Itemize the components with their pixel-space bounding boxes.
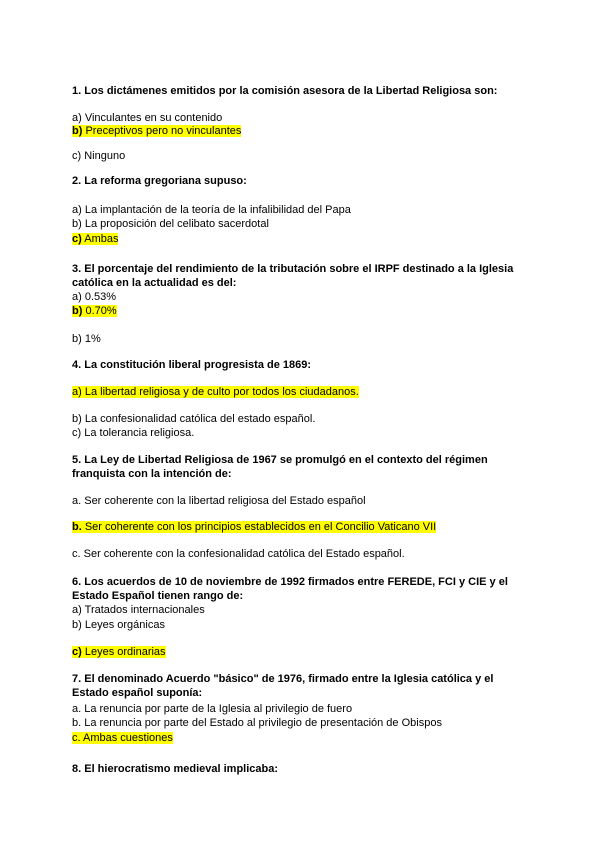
option-text: Ambas <box>81 233 119 245</box>
question-1-option-b <box>72 125 241 138</box>
option-text: Ser coherente con los principios establecidos en el Concilio Vaticano VII <box>81 521 437 533</box>
question-6-option-b: b) Leyes orgánicas <box>72 619 165 631</box>
question-2-option-a: a) La implantación de la teoría de la infalibilidad del Papa <box>72 204 351 216</box>
option-text: 0.70% <box>82 305 117 317</box>
question-6-prompt-line-2: Estado Español tienen rango de: <box>72 590 244 602</box>
option-label: b) <box>72 125 83 137</box>
question-2-option-b: b) La proposición del celibato sacerdotal <box>72 218 269 230</box>
question-6-option-a: a) Tratados internacionales <box>72 604 205 616</box>
question-7-option-a: a. La renuncia por parte de la Iglesia al privilegio de fuero <box>72 703 353 715</box>
option-text: Preceptivos pero no vinculantes <box>82 125 242 137</box>
question-5-prompt-line-2: franquista con la intención de: <box>72 468 232 480</box>
question-8-prompt: 8. El hierocratismo medieval implicaba: <box>72 763 279 775</box>
option-label: c) <box>72 646 82 658</box>
question-1-prompt: 1. Los dictámenes emitidos por la comisión asesora de la Libertad Religiosa son: <box>72 85 498 97</box>
question-5-option-b <box>72 521 436 534</box>
question-2-option-c <box>72 233 118 246</box>
question-1-option-a: a) Vinculantes en su contenido <box>72 112 223 124</box>
question-6-option-c <box>72 646 166 659</box>
question-5-option-a: a. Ser coherente con la libertad religiosa del Estado español <box>72 495 366 507</box>
option-text: Leyes ordinarias <box>81 646 166 658</box>
question-6-prompt-line-1: 6. Los acuerdos de 10 de noviembre de 1992 firmados entre FEREDE, FCI y CIE y el <box>72 576 508 588</box>
question-4-prompt: 4. La constitución liberal progresista de 1869: <box>72 359 312 371</box>
question-3-option-b <box>72 305 117 318</box>
question-7-prompt-line-1: 7. El denominado Acuerdo "básico" de 1976, firmado entre la Iglesia católica y el <box>72 673 494 685</box>
question-7-prompt-line-2: Estado español suponía: <box>72 687 203 699</box>
option-label: b) <box>72 305 83 317</box>
question-4-option-c: c) La tolerancia religiosa. <box>72 427 195 439</box>
question-4-option-a <box>72 386 359 399</box>
question-7-option-c <box>72 732 173 745</box>
question-3-prompt-line-2: católica en la actualidad es del: <box>72 277 237 289</box>
question-3-option-a: a) 0.53% <box>72 291 117 303</box>
question-1-option-c: c) Ninguno <box>72 150 126 162</box>
option-text: c. Ambas cuestiones <box>72 732 173 744</box>
question-3-option-c: b) 1% <box>72 333 101 345</box>
question-3-prompt-line-1: 3. El porcentaje del rendimiento de la tributación sobre el IRPF destinado a la Iglesia <box>72 263 514 275</box>
question-2-prompt: 2. La reforma gregoriana supuso: <box>72 175 247 187</box>
question-7-option-b: b. La renuncia por parte del Estado al privilegio de presentación de Obispos <box>72 717 442 729</box>
question-5-prompt-line-1: 5. La Ley de Libertad Religiosa de 1967 se promulgó en el contexto del régimen <box>72 454 488 466</box>
option-label: c) <box>72 233 82 245</box>
option-text: a) La libertad religiosa y de culto por todos los ciudadanos. <box>72 386 359 398</box>
question-5-option-c: c. Ser coherente con la confesionalidad católica del Estado español. <box>72 548 405 560</box>
question-4-option-b: b) La confesionalidad católica del estado español. <box>72 413 316 425</box>
option-label: b. <box>72 521 82 533</box>
